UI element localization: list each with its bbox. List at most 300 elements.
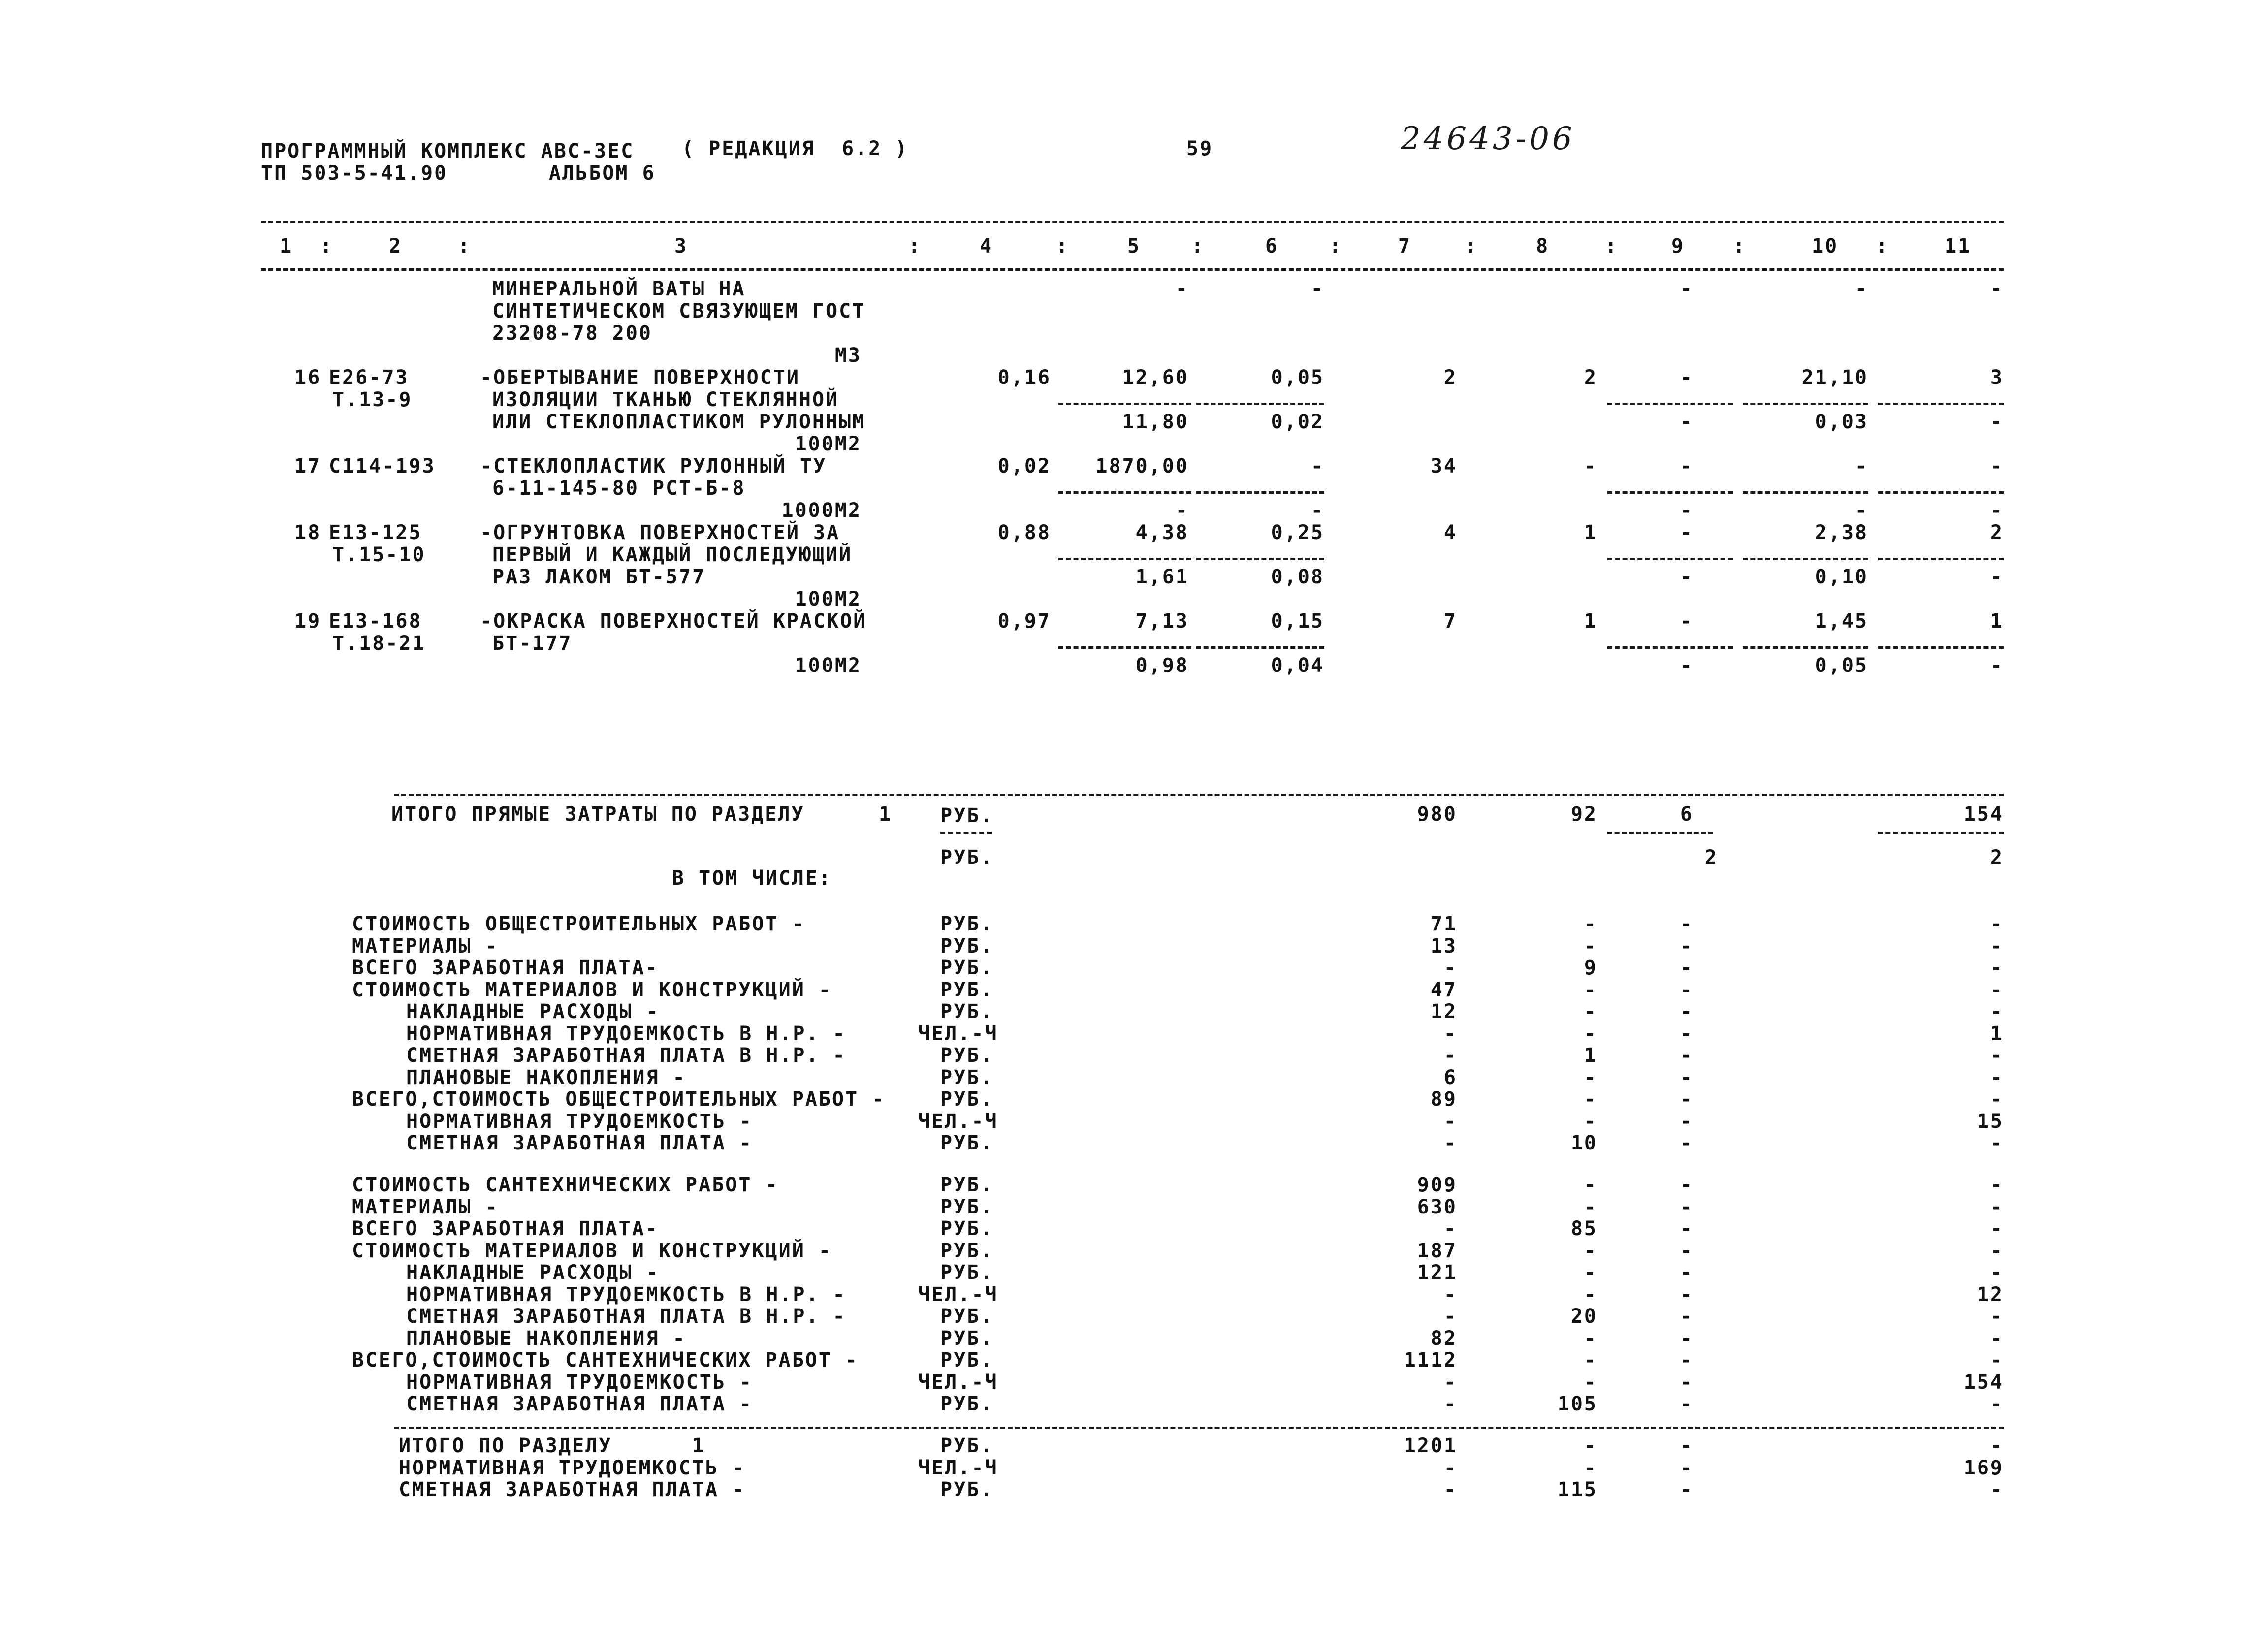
section-number: 1 (879, 803, 893, 826)
summary-value-col-8: 85 (1570, 1217, 1597, 1240)
total-value-col-8: 92 (1570, 803, 1597, 826)
summary-value-col-9: - (1680, 1088, 1693, 1111)
summary-value-col-7: - (1443, 1371, 1457, 1394)
unit: РУБ. (940, 1132, 994, 1154)
summary-value-col-8: - (1584, 1195, 1597, 1218)
work-description: СИНТЕТИЧЕСКОМ СВЯЗУЮЩЕМ ГОСТ (492, 300, 866, 322)
unit: РУБ. (940, 1217, 994, 1240)
work-description: ИЛИ СТЕКЛОПЛАСТИКОМ РУЛОННЫМ (492, 411, 866, 433)
summary-value-col-9: - (1680, 1239, 1693, 1262)
summary-value-col-7: 6 (1443, 1066, 1457, 1089)
summary-label: СТОИМОСТЬ ОБЩЕСТРОИТЕЛЬНЫХ РАБОТ - (352, 913, 805, 935)
section-total-col-9: - (1680, 1478, 1693, 1501)
value-col-8: 2 (1584, 366, 1597, 389)
summary-value-col-11: - (1990, 1305, 2004, 1328)
unit: РУБ. (940, 913, 994, 935)
summary-value-col-7: 1112 (1404, 1349, 1457, 1372)
summary-value-col-11: - (1990, 1132, 2004, 1154)
summary-value-col-8: - (1584, 1088, 1597, 1111)
column-header-7: 7 (1398, 235, 1412, 257)
unit: ЧЕЛ.-Ч (918, 1110, 998, 1133)
summary-value-col-11: - (1990, 1349, 2004, 1372)
price-code: С114-193 (329, 455, 436, 478)
value-col-8: 1 (1584, 521, 1597, 544)
value-col-10: - (1854, 499, 1868, 522)
summary-value-col-11: 15 (1977, 1110, 2004, 1133)
total-value-col-9: 2 (1704, 846, 1718, 869)
totals-top-rule (394, 794, 2004, 796)
value-col-9: - (1680, 654, 1693, 677)
unit: ЧЕЛ.-Ч (918, 1022, 998, 1045)
summary-value-col-7: 909 (1417, 1174, 1457, 1196)
unit: РУБ. (940, 1044, 994, 1067)
value-col-11: - (1990, 654, 2004, 677)
sub-rule (1878, 558, 2004, 560)
section-total-label: ИТОГО ПО РАЗДЕЛУ 1 (399, 1435, 705, 1457)
value-col-9: - (1680, 278, 1693, 300)
summary-label: НОРМАТИВНАЯ ТРУДОЕМКОСТЬ - (406, 1371, 753, 1394)
summary-value-col-11: - (1990, 1327, 2004, 1350)
total-value-col-11: 154 (1963, 803, 2004, 826)
summary-value-col-9: - (1680, 1066, 1693, 1089)
value-col-7: 4 (1443, 521, 1457, 544)
value-col-11: - (1990, 499, 2004, 522)
total-value-col-7: 980 (1417, 803, 1457, 826)
value-col-7: 34 (1430, 455, 1457, 478)
unit: РУБ. (940, 1088, 994, 1111)
column-header-6: 6 (1265, 235, 1279, 257)
section-total-col-9: - (1680, 1435, 1693, 1457)
edition-label: ( РЕДАКЦИЯ 6.2 ) (682, 137, 909, 160)
value-col-11: 3 (1990, 366, 2004, 389)
value-col-6: 0,08 (1271, 566, 1324, 588)
summary-value-col-9: - (1680, 1349, 1693, 1372)
summary-value-col-7: 121 (1417, 1261, 1457, 1284)
value-col-11: 1 (1990, 610, 2004, 633)
sub-rule (1058, 646, 1191, 649)
summary-value-col-8: - (1584, 1000, 1597, 1023)
summary-value-col-11: - (1990, 1066, 2004, 1089)
value-col-4: 0,16 (997, 366, 1051, 389)
unit: 100М2 (795, 588, 862, 610)
table-top-rule (261, 221, 2004, 223)
sub-rule (1607, 403, 1733, 405)
unit: ЧЕЛ.-Ч (918, 1283, 998, 1306)
work-description: -ОГРУНТОВКА ПОВЕРХНОСТЕЙ ЗА (480, 521, 840, 544)
item-number: 17 (294, 455, 321, 478)
summary-value-col-8: - (1584, 1110, 1597, 1133)
summary-value-col-7: 13 (1430, 934, 1457, 958)
sub-rule (1878, 832, 2004, 834)
sub-rule (1058, 558, 1191, 560)
value-col-6: 0,05 (1271, 366, 1324, 389)
value-col-5: 11,80 (1122, 411, 1189, 433)
work-description: -ОКРАСКА ПОВЕРХНОСТЕЙ КРАСКОЙ (480, 610, 867, 633)
work-description: РАЗ ЛАКОМ БТ-577 (492, 566, 706, 588)
sub-rule (1196, 558, 1324, 560)
unit: ЧЕЛ.-Ч (918, 1456, 998, 1479)
value-col-4: 0,88 (997, 521, 1051, 544)
unit: РУБ. (940, 1239, 994, 1262)
summary-label: НОРМАТИВНАЯ ТРУДОЕМКОСТЬ - (406, 1110, 753, 1133)
summary-value-col-11: - (1990, 1044, 2004, 1067)
unit: РУБ. (940, 1000, 994, 1023)
summary-label: СМЕТНАЯ ЗАРАБОТНАЯ ПЛАТА - (406, 1132, 753, 1154)
summary-value-col-11: - (1990, 1195, 2004, 1218)
unit: РУБ. (940, 934, 994, 958)
summary-value-col-11: 1 (1990, 1022, 2004, 1045)
summary-value-col-8: 105 (1557, 1393, 1597, 1415)
sub-rule (940, 832, 992, 834)
column-header-3: 3 (674, 235, 688, 257)
value-col-10: - (1854, 455, 1868, 478)
value-col-5: - (1175, 278, 1189, 300)
unit: РУБ. (940, 1478, 994, 1501)
value-col-11: - (1990, 411, 2004, 433)
work-description: БТ-177 (492, 632, 573, 655)
value-col-9: - (1680, 411, 1693, 433)
sub-rule (1607, 558, 1733, 560)
section-total-rule (394, 1427, 2004, 1429)
summary-value-col-7: - (1443, 1022, 1457, 1045)
summary-value-col-9: - (1680, 1283, 1693, 1306)
value-col-6: 0,25 (1271, 521, 1324, 544)
summary-label: ВСЕГО,СТОИМОСТЬ САНТЕХНИЧЕСКИХ РАБОТ - (352, 1349, 859, 1372)
value-col-8: - (1584, 455, 1597, 478)
summary-value-col-7: 12 (1430, 1000, 1457, 1023)
item-number: 18 (294, 521, 321, 544)
including-label: В ТОМ ЧИСЛЕ: (672, 867, 832, 890)
summary-value-col-11: - (1990, 1239, 2004, 1262)
summary-value-col-7: - (1443, 1110, 1457, 1133)
summary-label: ВСЕГО ЗАРАБОТНАЯ ПЛАТА- (352, 957, 659, 979)
summary-value-col-8: - (1584, 1283, 1597, 1306)
column-separator: : (908, 235, 922, 257)
sub-rule (1196, 491, 1324, 494)
column-separator: : (320, 235, 334, 257)
summary-value-col-8: - (1584, 1349, 1597, 1372)
summary-value-col-7: - (1443, 1132, 1457, 1154)
summary-value-col-8: - (1584, 1174, 1597, 1196)
value-col-5: 7,13 (1135, 610, 1189, 633)
summary-label: НОРМАТИВНАЯ ТРУДОЕМКОСТЬ В Н.Р. - (406, 1022, 846, 1045)
section-total-col-7: 1201 (1404, 1435, 1457, 1457)
summary-label: СТОИМОСТЬ МАТЕРИАЛОВ И КОНСТРУКЦИЙ - (352, 1239, 832, 1262)
sub-rule (1607, 491, 1733, 494)
section-total-col-7: - (1443, 1478, 1457, 1501)
summary-value-col-9: - (1680, 1217, 1693, 1240)
column-separator: : (1605, 235, 1619, 257)
sub-rule (1196, 646, 1324, 649)
summary-value-col-9: - (1680, 957, 1693, 979)
value-col-5: 4,38 (1135, 521, 1189, 544)
summary-value-col-7: 630 (1417, 1195, 1457, 1218)
unit: РУБ. (940, 1349, 994, 1372)
summary-value-col-8: 10 (1570, 1132, 1597, 1154)
unit: ЧЕЛ.-Ч (918, 1371, 998, 1394)
value-col-6: 0,04 (1271, 654, 1324, 677)
summary-value-col-9: - (1680, 913, 1693, 935)
unit: РУБ. (940, 1393, 994, 1415)
summary-value-col-9: - (1680, 1132, 1693, 1154)
unit: РУБ. (940, 1327, 994, 1350)
summary-value-col-7: - (1443, 1283, 1457, 1306)
summary-value-col-9: - (1680, 1305, 1693, 1328)
column-separator: : (1876, 235, 1889, 257)
summary-label: СТОИМОСТЬ МАТЕРИАЛОВ И КОНСТРУКЦИЙ - (352, 978, 832, 1001)
unit: РУБ. (940, 1174, 994, 1196)
section-total-col-8: 115 (1557, 1478, 1597, 1501)
column-separator: : (1056, 235, 1070, 257)
summary-label: СМЕТНАЯ ЗАРАБОТНАЯ ПЛАТА - (406, 1393, 753, 1415)
summary-value-col-7: 71 (1430, 913, 1457, 935)
unit: РУБ. (940, 846, 994, 869)
summary-value-col-9: - (1680, 934, 1693, 958)
album-label: АЛЬБОМ 6 (549, 162, 656, 185)
summary-label: НАКЛАДНЫЕ РАСХОДЫ - (406, 1000, 660, 1023)
summary-value-col-9: - (1680, 1022, 1693, 1045)
value-col-4: 0,97 (997, 610, 1051, 633)
item-number: 16 (294, 366, 321, 389)
header-bottom-rule (261, 268, 2004, 271)
summary-label: МАТЕРИАЛЫ - (352, 1195, 499, 1218)
summary-value-col-7: - (1443, 1217, 1457, 1240)
summary-label: СТОИМОСТЬ САНТЕХНИЧЕСКИХ РАБОТ - (352, 1174, 779, 1196)
price-code: Е13-168 (329, 610, 422, 633)
summary-value-col-8: - (1584, 1371, 1597, 1394)
value-col-9: - (1680, 566, 1693, 588)
summary-label: НОРМАТИВНАЯ ТРУДОЕМКОСТЬ В Н.Р. - (406, 1283, 846, 1306)
value-col-9: - (1680, 521, 1693, 544)
summary-value-col-11: 154 (1963, 1371, 2004, 1394)
page-number: 59 (1186, 137, 1214, 160)
summary-value-col-11: - (1990, 1088, 2004, 1111)
value-col-6: - (1310, 278, 1324, 300)
value-col-5: - (1175, 499, 1189, 522)
summary-value-col-8: 20 (1570, 1305, 1597, 1328)
summary-value-col-9: - (1680, 978, 1693, 1001)
summary-value-col-11: - (1990, 1174, 2004, 1196)
total-direct-label: ИТОГО ПРЯМЫЕ ЗАТРАТЫ ПО РАЗДЕЛУ (391, 803, 805, 826)
summary-value-col-8: - (1584, 1261, 1597, 1284)
summary-value-col-11: - (1990, 1261, 2004, 1284)
unit: РУБ. (940, 1195, 994, 1218)
unit: 100М2 (795, 654, 862, 677)
summary-value-col-7: - (1443, 957, 1457, 979)
project-code: ТП 503-5-41.90 (261, 162, 448, 185)
column-separator: : (1465, 235, 1478, 257)
column-separator: : (1191, 235, 1205, 257)
value-col-10: 0,10 (1815, 566, 1868, 588)
value-col-6: - (1310, 455, 1324, 478)
total-value-col-11: 2 (1990, 846, 2004, 869)
value-col-11: 2 (1990, 521, 2004, 544)
summary-label: ВСЕГО,СТОИМОСТЬ ОБЩЕСТРОИТЕЛЬНЫХ РАБОТ - (352, 1088, 886, 1111)
summary-label: СМЕТНАЯ ЗАРАБОТНАЯ ПЛАТА В Н.Р. - (406, 1044, 846, 1067)
value-col-11: - (1990, 455, 2004, 478)
value-col-5: 1870,00 (1095, 455, 1189, 478)
unit: 100М2 (795, 433, 862, 455)
summary-value-col-8: - (1584, 913, 1597, 935)
summary-value-col-11: - (1990, 913, 2004, 935)
summary-value-col-7: - (1443, 1044, 1457, 1067)
unit: РУБ. (940, 804, 994, 827)
work-description: ПЕРВЫЙ И КАЖДЫЙ ПОСЛЕДУЮЩИЙ (492, 543, 853, 566)
column-header-4: 4 (980, 235, 993, 257)
column-header-11: 11 (1945, 235, 1972, 257)
value-col-9: - (1680, 499, 1693, 522)
section-total-col-7: - (1443, 1456, 1457, 1479)
summary-value-col-11: - (1990, 1393, 2004, 1415)
summary-value-col-9: - (1680, 1371, 1693, 1394)
value-col-4: 0,02 (997, 455, 1051, 478)
value-col-5: 0,98 (1135, 654, 1189, 677)
summary-value-col-11: - (1990, 1000, 2004, 1023)
sub-rule (1196, 403, 1324, 405)
summary-value-col-8: - (1584, 934, 1597, 958)
summary-value-col-7: 89 (1430, 1088, 1457, 1111)
value-col-9: - (1680, 366, 1693, 389)
unit: М3 (834, 344, 862, 367)
value-col-5: 1,61 (1135, 566, 1189, 588)
section-total-col-9: - (1680, 1456, 1693, 1479)
column-separator: : (1329, 235, 1343, 257)
sub-rule (1743, 491, 1868, 494)
summary-value-col-9: - (1680, 1195, 1693, 1218)
column-header-1: 1 (280, 235, 293, 257)
summary-value-col-9: - (1680, 1327, 1693, 1350)
summary-value-col-11: - (1990, 957, 2004, 979)
sub-rule (1058, 491, 1191, 494)
value-col-9: - (1680, 610, 1693, 633)
summary-value-col-11: - (1990, 1217, 2004, 1240)
summary-label: МАТЕРИАЛЫ - (352, 934, 499, 958)
price-code: Е13-125 (329, 521, 422, 544)
unit: РУБ. (940, 1435, 994, 1457)
summary-value-col-9: - (1680, 1044, 1693, 1067)
program-title: ПРОГРАММНЫЙ КОМПЛЕКС АВС-3ЕС (261, 140, 635, 162)
sub-rule (1878, 403, 2004, 405)
section-total-col-11: - (1990, 1478, 2004, 1501)
value-col-10: - (1854, 278, 1868, 300)
column-header-8: 8 (1536, 235, 1550, 257)
value-col-6: 0,02 (1271, 411, 1324, 433)
summary-value-col-9: - (1680, 1393, 1693, 1415)
sub-rule (1743, 646, 1868, 649)
sub-rule (1878, 491, 2004, 494)
summary-label: ВСЕГО ЗАРАБОТНАЯ ПЛАТА- (352, 1217, 659, 1240)
value-col-10: 0,03 (1815, 411, 1868, 433)
item-number: 19 (294, 610, 321, 633)
summary-value-col-8: - (1584, 978, 1597, 1001)
summary-value-col-8: - (1584, 1239, 1597, 1262)
section-total-col-8: - (1584, 1456, 1597, 1479)
unit: РУБ. (940, 978, 994, 1001)
column-header-10: 10 (1812, 235, 1839, 257)
summary-value-col-11: - (1990, 934, 2004, 958)
unit: РУБ. (940, 1261, 994, 1284)
summary-label: СМЕТНАЯ ЗАРАБОТНАЯ ПЛАТА В Н.Р. - (406, 1305, 846, 1328)
work-description: 6-11-145-80 РСТ-Б-8 (492, 477, 746, 500)
work-description: МИНЕРАЛЬНОЙ ВАТЫ НА (492, 278, 746, 300)
value-col-7: 7 (1443, 610, 1457, 633)
summary-value-col-7: 82 (1430, 1327, 1457, 1350)
price-code: Т.15-10 (332, 543, 426, 566)
value-col-10: 21,10 (1801, 366, 1868, 389)
value-col-6: 0,15 (1271, 610, 1324, 633)
unit: РУБ. (940, 1066, 994, 1089)
summary-value-col-7: - (1443, 1305, 1457, 1328)
column-header-2: 2 (389, 235, 403, 257)
price-code: Т.18-21 (332, 632, 426, 655)
value-col-5: 12,60 (1122, 366, 1189, 389)
sub-rule (1743, 403, 1868, 405)
sub-rule (1743, 558, 1868, 560)
column-separator: : (1733, 235, 1747, 257)
summary-label: ПЛАНОВЫЕ НАКОПЛЕНИЯ - (406, 1066, 686, 1089)
summary-label: ПЛАНОВЫЕ НАКОПЛЕНИЯ - (406, 1327, 686, 1350)
summary-value-col-8: 1 (1584, 1044, 1597, 1067)
sub-rule (1607, 832, 1713, 834)
summary-value-col-7: 47 (1430, 978, 1457, 1001)
summary-value-col-8: - (1584, 1327, 1597, 1350)
sub-rule (1058, 403, 1191, 405)
work-description: ИЗОЛЯЦИИ ТКАНЬЮ СТЕКЛЯННОЙ (492, 388, 839, 411)
unit: 1000М2 (781, 499, 862, 522)
summary-value-col-8: 9 (1584, 957, 1597, 979)
summary-value-col-9: - (1680, 1174, 1693, 1196)
price-code: Е26-73 (329, 366, 409, 389)
section-total-col-8: - (1584, 1435, 1597, 1457)
section-total-col-11: - (1990, 1435, 2004, 1457)
column-header-9: 9 (1671, 235, 1685, 257)
summary-value-col-9: - (1680, 1000, 1693, 1023)
summary-value-col-9: - (1680, 1261, 1693, 1284)
summary-value-col-8: - (1584, 1066, 1597, 1089)
value-col-7: 2 (1443, 366, 1457, 389)
price-code: Т.13-9 (332, 388, 413, 411)
unit: РУБ. (940, 957, 994, 979)
value-col-8: 1 (1584, 610, 1597, 633)
value-col-10: 0,05 (1815, 654, 1868, 677)
summary-value-col-7: - (1443, 1393, 1457, 1415)
summary-value-col-8: - (1584, 1022, 1597, 1045)
section-total-label: НОРМАТИВНАЯ ТРУДОЕМКОСТЬ - (399, 1456, 746, 1479)
work-description: -СТЕКЛОПЛАСТИК РУЛОННЫЙ ТУ (480, 455, 827, 478)
unit: РУБ. (940, 1305, 994, 1328)
handwritten-code: 24643-06 (1401, 121, 1575, 157)
summary-value-col-7: 187 (1417, 1239, 1457, 1262)
section-total-col-11: 169 (1963, 1456, 2004, 1479)
sub-rule (1878, 646, 2004, 649)
column-header-5: 5 (1127, 235, 1141, 257)
value-col-11: - (1990, 278, 2004, 300)
value-col-6: - (1310, 499, 1324, 522)
summary-value-col-9: - (1680, 1110, 1693, 1133)
section-total-label: СМЕТНАЯ ЗАРАБОТНАЯ ПЛАТА - (399, 1478, 746, 1501)
summary-value-col-11: - (1990, 978, 2004, 1001)
work-description: -ОБЕРТЫВАНИЕ ПОВЕРХНОСТИ (480, 366, 800, 389)
value-col-11: - (1990, 566, 2004, 588)
total-value-col-9: 6 (1680, 803, 1693, 826)
value-col-10: 2,38 (1815, 521, 1868, 544)
summary-value-col-11: 12 (1977, 1283, 2004, 1306)
summary-label: НАКЛАДНЫЕ РАСХОДЫ - (406, 1261, 660, 1284)
column-separator: : (458, 235, 472, 257)
sub-rule (1607, 646, 1733, 649)
work-description: 23208-78 200 (492, 322, 652, 345)
value-col-9: - (1680, 455, 1693, 478)
